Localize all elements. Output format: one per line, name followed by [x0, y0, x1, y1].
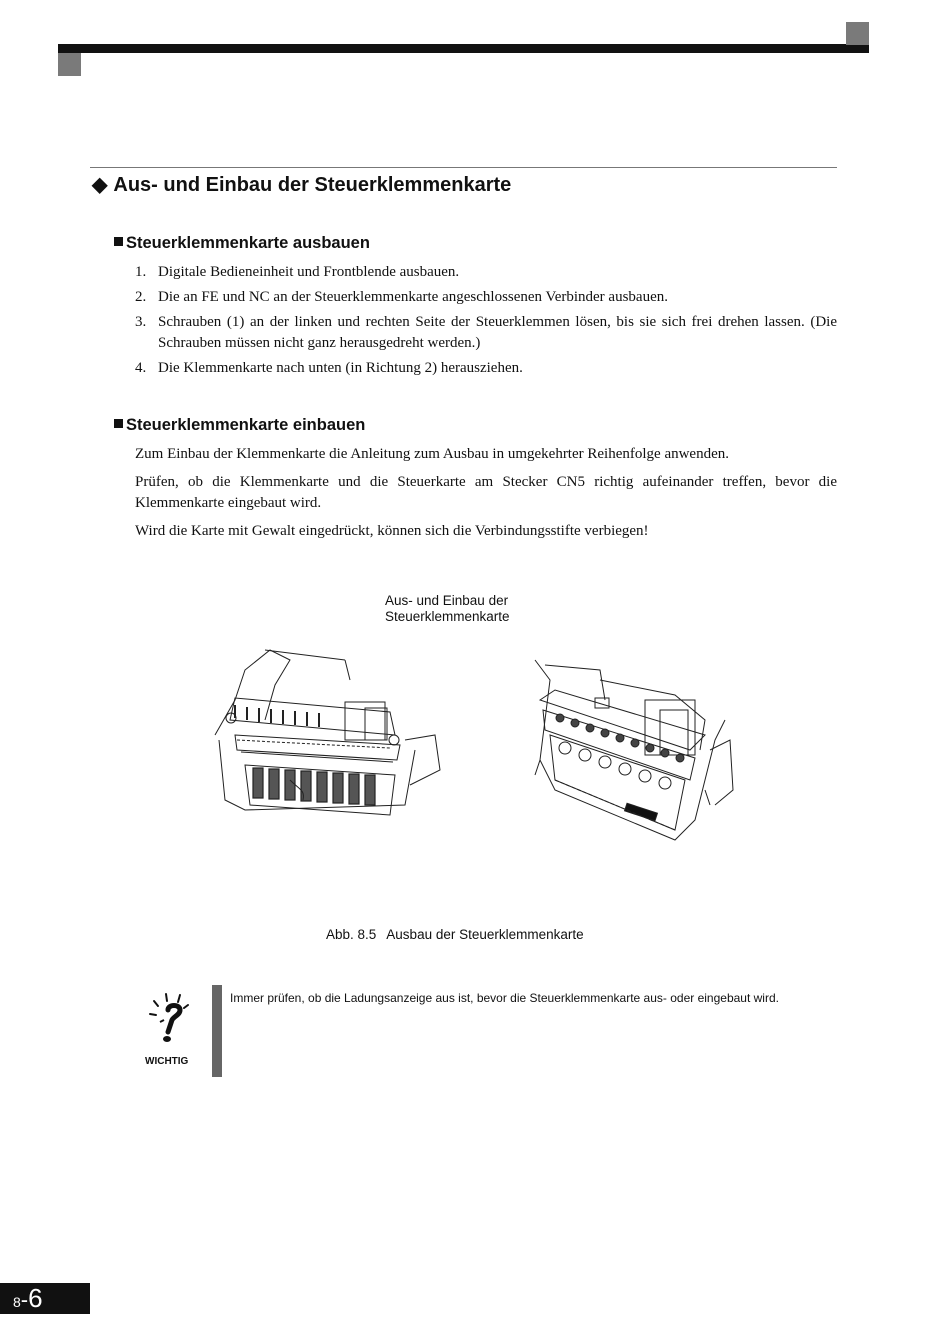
figure-caption-text: Ausbau der Steuerklemmenkarte — [386, 927, 584, 942]
step-number: 2. — [135, 289, 147, 305]
section-title — [92, 172, 511, 197]
page-number-value: 6 — [28, 1283, 43, 1313]
list-item — [135, 287, 837, 308]
figure-label-line2: Steuerklemmenkarte — [385, 609, 510, 624]
figure-number: Abb. 8.5 — [326, 927, 377, 942]
paragraph: Prüfen, ob die Klemmenkarte und die Steuerkarte am Stecker CN5 richtig aufeinander treffen, bevor die Klemmenkarte eingebaut wird. — [135, 474, 837, 511]
figure-caption — [326, 927, 584, 942]
square-bullet-icon — [114, 237, 123, 246]
header-marker-left — [58, 53, 81, 76]
list-item — [135, 262, 837, 283]
step-number: 1. — [135, 264, 147, 280]
header-marker-right — [846, 22, 869, 45]
step-text: Die Klemmenkarte nach unten (in Richtung 2) herausziehen. — [158, 360, 523, 376]
installation-body — [135, 444, 837, 549]
warning-icon — [146, 992, 192, 1048]
list-item — [135, 358, 837, 379]
step-text: Digitale Bedieneinheit und Frontblende ausbauen. — [158, 264, 460, 280]
removal-heading — [114, 234, 370, 253]
terminal-card-removed-drawing — [535, 660, 733, 840]
list-item — [135, 312, 837, 354]
note-text: Immer prüfen, ob die Ladungsanzeige aus ist, bevor die Steuerklemmenkarte aus- oder eingebaut wird. — [230, 991, 779, 1005]
terminal-card-installed-drawing — [215, 650, 440, 815]
removal-steps-list — [135, 262, 837, 383]
removal-heading-text: Steuerklemmenkarte ausbauen — [126, 234, 370, 252]
section-divider — [90, 167, 837, 168]
page-number — [0, 1283, 90, 1314]
figure-label-line1: Aus- und Einbau der — [385, 593, 509, 608]
installation-heading-text: Steuerklemmenkarte einbauen — [126, 416, 366, 434]
terminal-card-illustration — [205, 640, 745, 860]
step-text: Die an FE und NC an der Steuerklemmenkarte angeschlossenen Verbinder ausbauen. — [158, 289, 668, 305]
figure-label — [385, 593, 510, 625]
paragraph: Wird die Karte mit Gewalt eingedrückt, können sich die Verbindungsstifte verbiegen! — [135, 523, 649, 539]
note-bar — [212, 985, 222, 1077]
square-bullet-icon — [114, 419, 123, 428]
step-number: 3. — [135, 314, 147, 330]
chapter-number: 8 — [13, 1294, 21, 1310]
step-text: Schrauben (1) an der linken und rechten Seite der Steuerklemmen lösen, bis sie sich frei drehen lassen. (Die Schrauben müssen nicht ganz herausgedreht werden.) — [158, 314, 837, 351]
step-number: 4. — [135, 360, 147, 376]
diamond-bullet-icon: ◆ — [92, 174, 108, 196]
note-label: WICHTIG — [145, 1056, 189, 1067]
paragraph: Zum Einbau der Klemmenkarte die Anleitung zum Ausbau in umgekehrter Reihenfolge anwenden. — [135, 446, 729, 462]
section-title-text: Aus- und Einbau der Steuerklemmenkarte — [113, 174, 512, 196]
page-separator: - — [20, 1287, 29, 1312]
installation-heading — [114, 416, 365, 435]
header-bar — [58, 44, 869, 53]
